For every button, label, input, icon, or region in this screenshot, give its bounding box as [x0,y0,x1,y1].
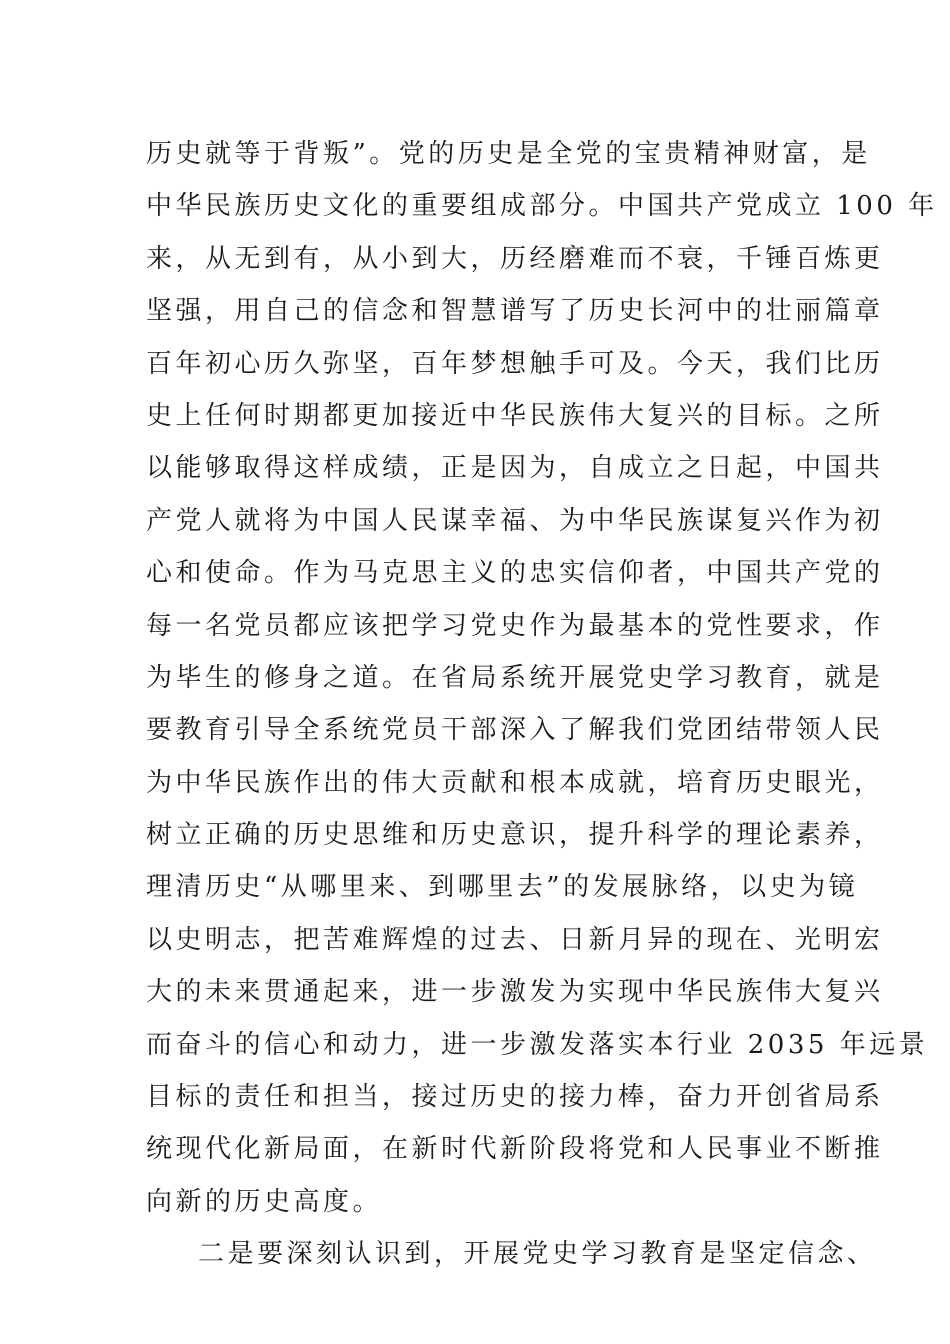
text-line: 来，从无到有，从小到大，历经磨难而不衰，千锤百炼更 [146,243,884,274]
text-line: 为毕生的修身之道。在省局系统开展党史学习教育，就是 [146,662,884,693]
text-line: 中华民族历史文化的重要组成部分。中国共产党成立 100 年 [146,191,938,222]
text-line: 每一名党员都应该把学习党史作为最基本的党性要求，作 [146,610,884,641]
text-line: 理清历史“从哪里来、到哪里去”的发展脉络，以史为镜 [146,872,859,903]
text-line: 产党人就将为中国人民谋幸福、为中华民族谋复兴作为初 [146,505,884,536]
text-line: 为中华民族作出的伟大贡献和根本成就，培育历史眼光， [146,767,884,798]
text-line: 史上任何时期都更加接近中华民族伟大复兴的目标。之所 [146,400,884,431]
text-line: 大的未来贯通起来，进一步激发为实现中华民族伟大复兴 [146,977,884,1008]
text-line: 向新的历史高度。 [146,1186,383,1217]
text-line: 百年初心历久弥坚，百年梦想触手可及。今天，我们比历 [146,348,884,379]
text-line: 统现代化新局面，在新时代新阶段将党和人民事业不断推 [146,1134,884,1165]
text-line: 树立正确的历史思维和历史意识，提升科学的理论素养， [146,820,884,851]
text-line: 心和使命。作为马克思主义的忠实信仰者，中国共产党的 [146,558,884,589]
text-line: 目标的责任和担当，接过历史的接力棒，奋力开创省局系 [146,1082,884,1113]
text-line: 要教育引导全系统党员干部深入了解我们党团结带领人民 [146,715,884,746]
text-line: 历史就等于背叛”。党的历史是全党的宝贵精神财富，是 [146,139,871,169]
text-line: 坚强，用自己的信念和智慧谱写了历史长河中的壮丽篇章 [146,296,884,327]
body-text [146,128,938,1281]
next-paragraph-line: 二是要深刻认识到，开展党史学习教育是坚定信念、 [198,1239,877,1270]
text-line: 以史明志，把苦难辉煌的过去、日新月异的现在、光明宏 [146,924,884,955]
text-line: 而奋斗的信心和动力，进一步激发落实本行业 2035 年远景 [146,1029,929,1060]
text-line: 以能够取得这样成绩，正是因为，自成立之日起，中国共 [146,453,884,484]
